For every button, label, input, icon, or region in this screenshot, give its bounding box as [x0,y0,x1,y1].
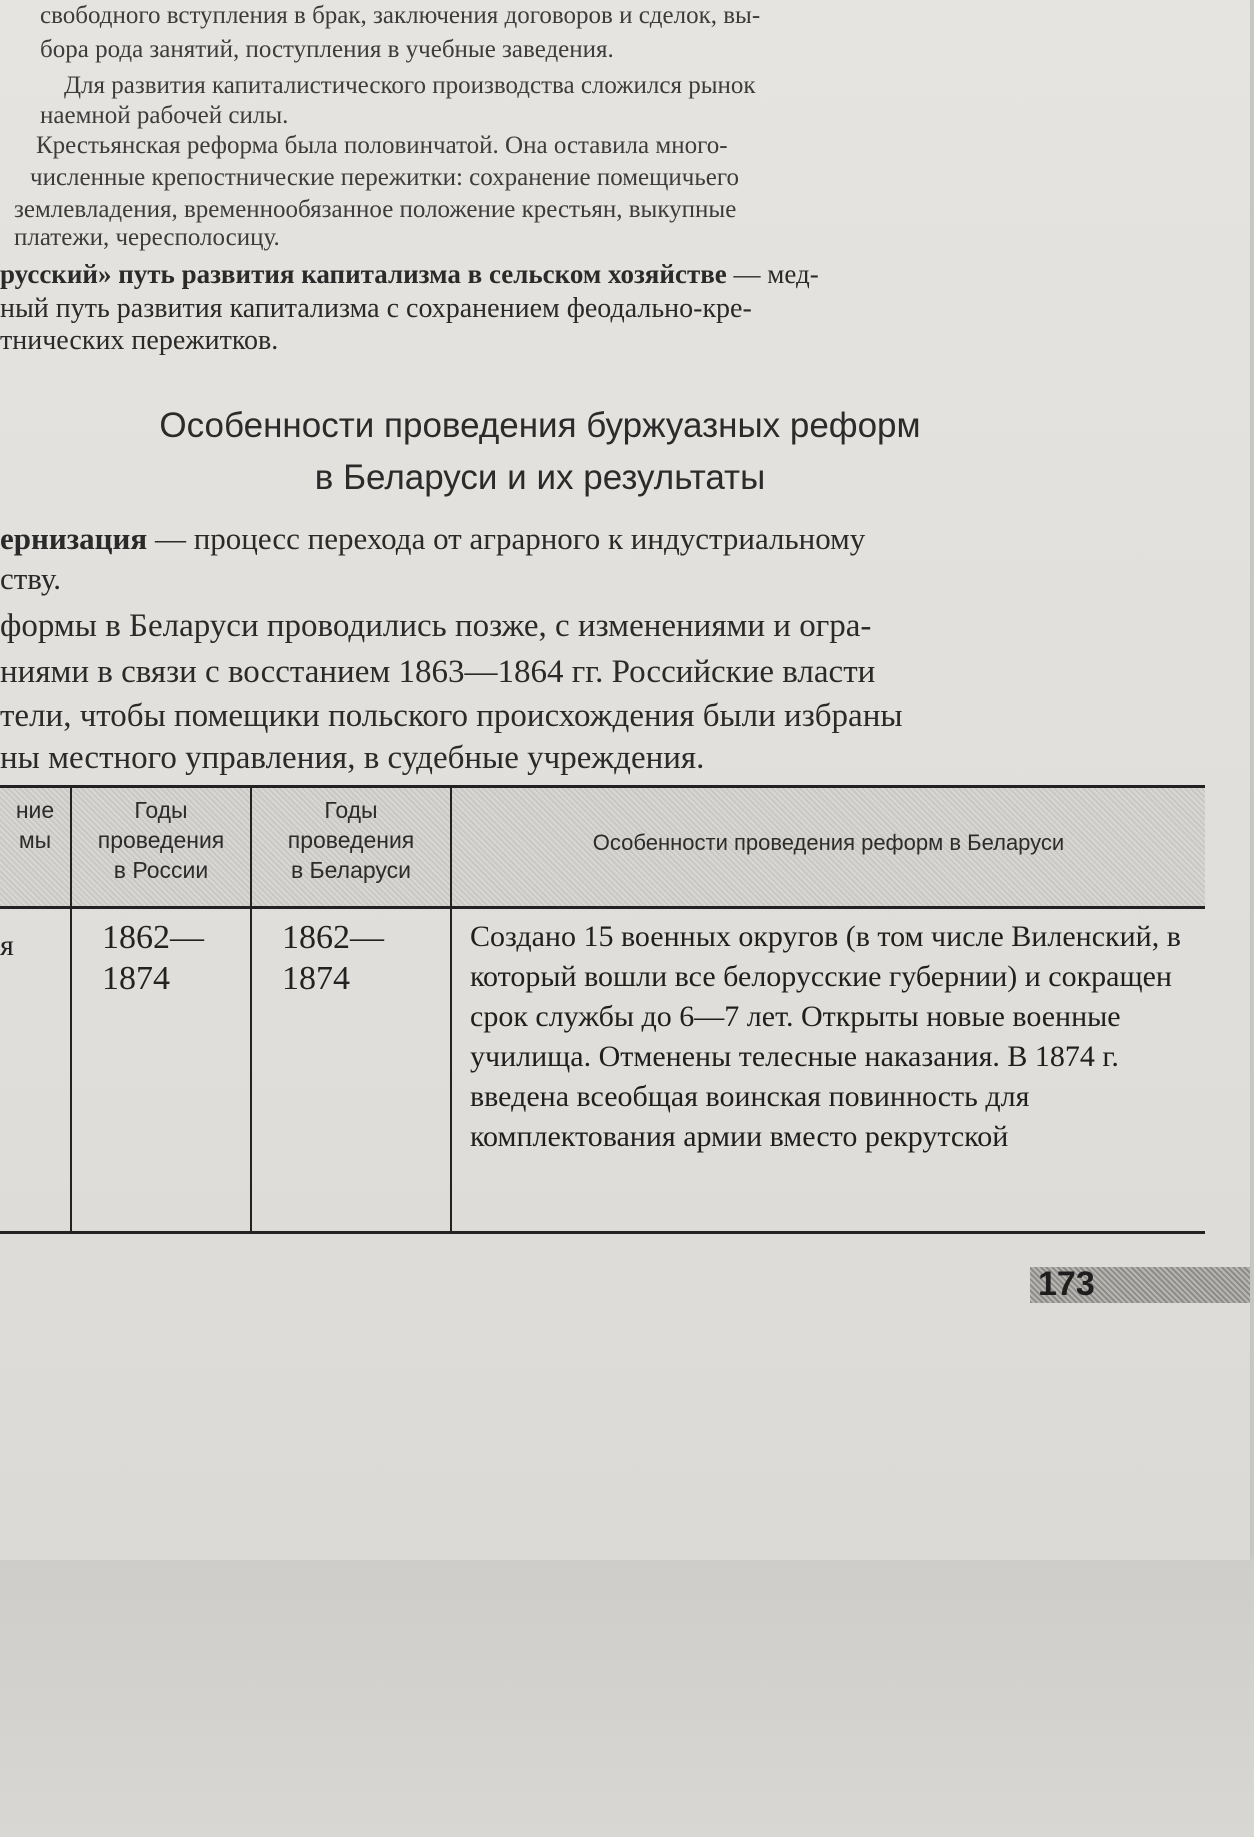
cell-reform-name: я [0,909,72,1231]
header-reform-name: ние мы [0,788,72,906]
cell-features: Создано 15 военных округов (в том числе Виленский, в который вошли все белорусские губернии) и сокращен срок службы до 6—7 лет. Открыты новые военные училища. Отменены телесные наказания. В 1874 г. введена всеобщая воинская повинность для комплектования армии вместо рекрутской [470,920,1181,1153]
text-line: численные крепостнические пережитки: сохранение помещичьего [30,164,739,191]
term-modernization: ернизация [0,521,148,556]
background-surface [0,1560,1254,1837]
text-line: бора рода занятий, поступления в учебные заведения. [40,36,614,63]
text-line: наемной рабочей силы. [40,102,289,129]
reforms-table [0,785,1205,1234]
section-title-line-2: в Беларуси и их результаты [314,458,766,497]
header-years-belarus: Годы проведения в Беларуси [252,788,452,906]
text-line: ны местного управления, в судебные учреждения. [0,740,705,776]
text-line: формы в Беларуси проводились позже, с изменениями и огра- [0,608,872,644]
text-line: ству. [0,561,62,596]
section-title [40,400,1040,504]
text-line: тнических пережитков. [0,325,279,356]
text-line: Для развития капиталистического производства сложился рынок [64,72,756,99]
text-line: тели, чтобы помещики польского происхождения были избраны [0,698,903,734]
text-line: свободного вступления в брак, заключения договоров и сделок, вы- [40,2,761,29]
page-number: 173 [1038,1265,1095,1303]
section-title-line-1: Особенности проведения буржуазных реформ [159,406,921,445]
text-line: платежи, чересполосицу. [14,224,280,251]
term-line [0,522,865,556]
table-row [0,909,1205,1231]
cell-years-belarus: 1862— 1874 [252,909,452,1231]
term-prussian-path: русский» путь развития капитализма в сельском хозяйстве [0,259,727,289]
text-line: ниями в связи с восстанием 1863—1864 гг. Российские власти [0,654,876,690]
text-line: ный путь развития капитализма с сохранением феодально-кре- [0,293,752,324]
term-definition: — мед- [726,259,819,289]
header-years-russia: Годы проведения в России [72,788,252,906]
header-features: Особенности проведения реформ в Беларуси [592,830,1065,855]
text-line: землевладения, временнообязанное положение крестьян, выкупные [14,196,737,223]
term-line [0,257,819,291]
cell-years-russia: 1862— 1874 [72,909,252,1231]
table-header-row [0,788,1205,909]
page-number-box [1030,1267,1250,1303]
text-line: Крестьянская реформа была половинчатой. Она оставила много- [36,132,728,159]
term-definition: — процесс перехода от аграрного к индустриальному [147,521,866,556]
